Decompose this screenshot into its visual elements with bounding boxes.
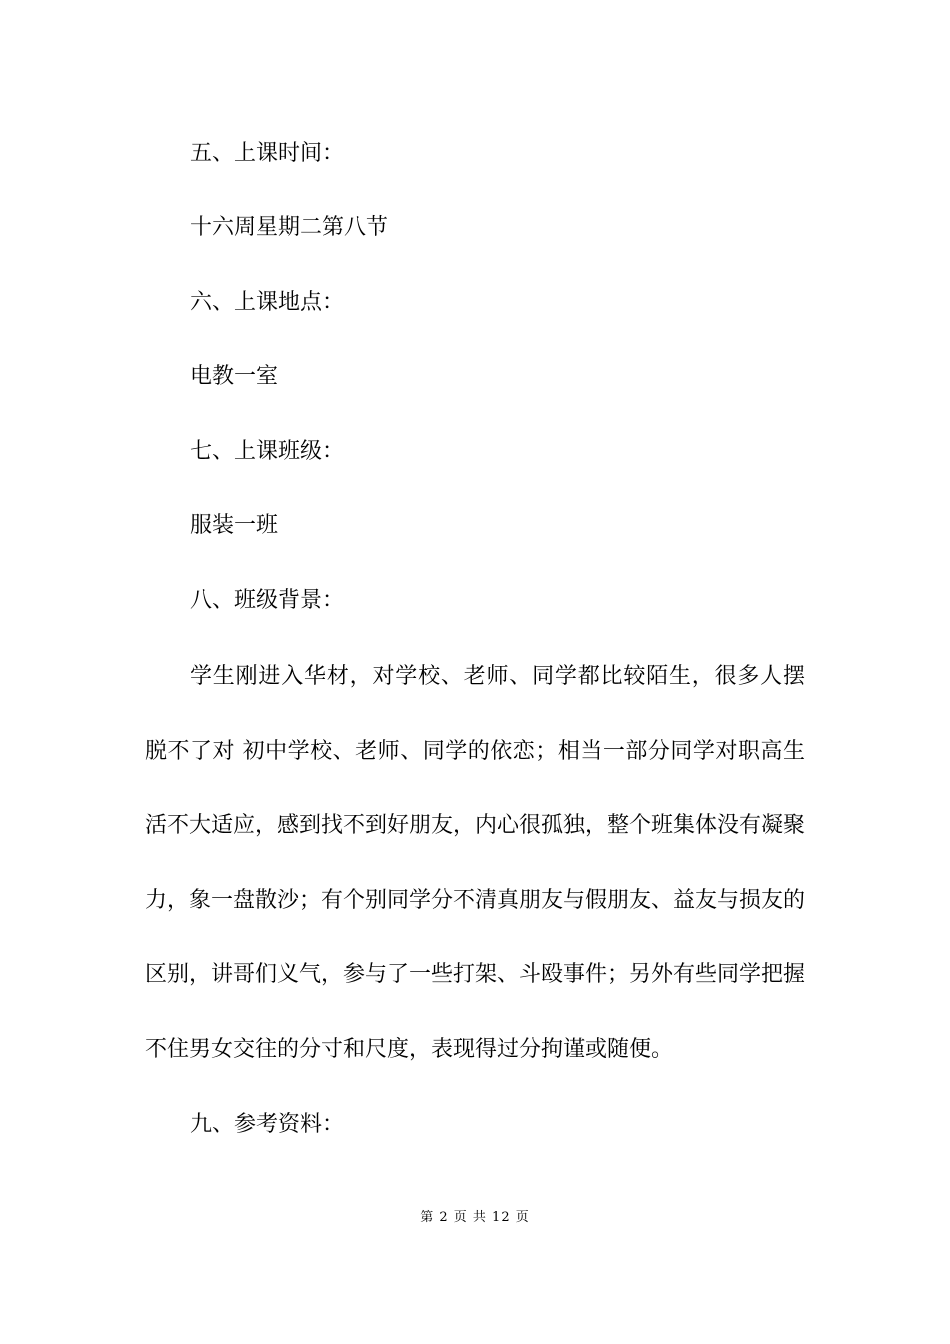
background-paragraph: 学生刚进入华材，对学校、老师、同学都比较陌生，很多人摆脱不了对 初中学校、老师、同学的依恋；相当一部分同学对职高生活不大适应，感到找不到好朋友，内心很孤独，整个班集体没有凝聚力，象一盘散沙；有个别同学分不清真朋友与假朋友、益友与损友的区别，讲哥们义气，参与了一些打架、斗殴事件；另外有些同学把握不住男女交往的分寸和尺度，表现得过分拘谨或随便。 <box>145 664 806 1062</box>
section-heading-time: 五、上课时间： <box>190 141 345 166</box>
class-time-value: 十六周星期二第八节 <box>190 215 389 240</box>
class-location-value: 电教一室 <box>190 364 279 389</box>
class-name-value: 服装一班 <box>190 513 279 538</box>
section-heading-references: 九、参考资料： <box>190 1112 345 1137</box>
section-heading-class: 七、上课班级： <box>190 439 345 464</box>
section-heading-background: 八、班级背景： <box>190 588 345 613</box>
section-heading-location: 六、上课地点： <box>190 290 345 315</box>
page-number-footer: 第 2 页 共 12 页 <box>420 1210 530 1225</box>
